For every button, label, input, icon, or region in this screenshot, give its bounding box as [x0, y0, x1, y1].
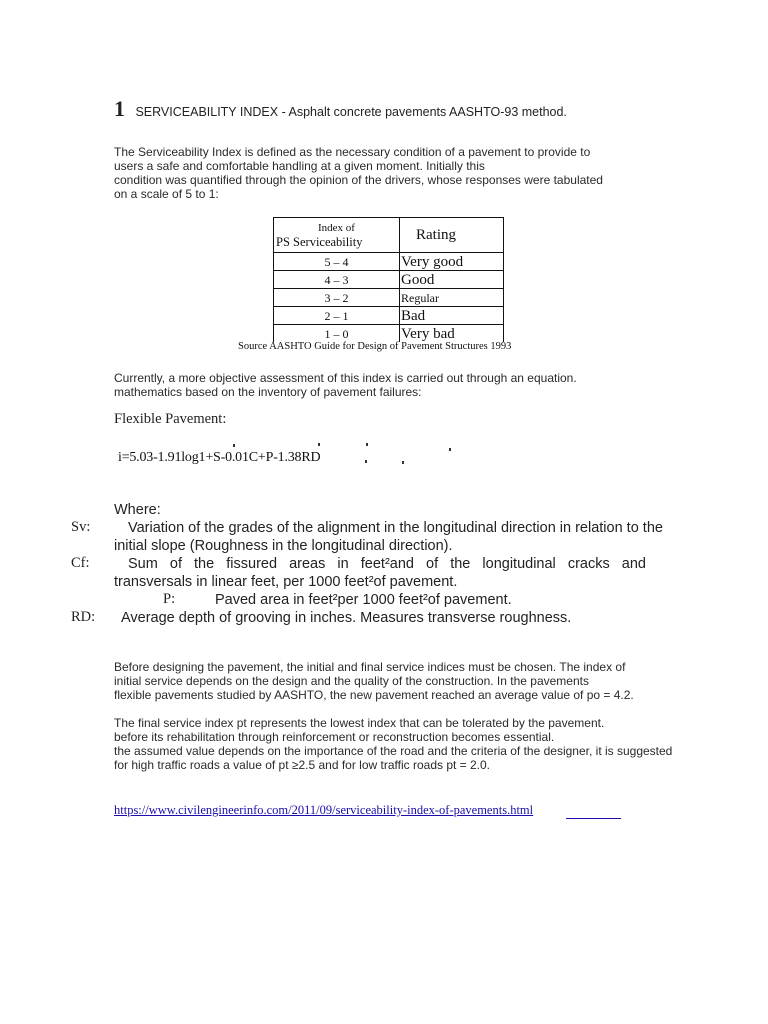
formula-artifact	[318, 443, 320, 446]
definition-rd-text: Average depth of grooving in inches. Measures transverse roughness.	[121, 610, 572, 626]
header-index-line1: Index of	[318, 222, 355, 234]
table-header-row	[274, 218, 503, 253]
table-row	[274, 325, 503, 343]
rating-cell: Very good	[400, 253, 504, 271]
formula-artifact	[449, 448, 451, 451]
definition-symbol-sv: Sv:	[71, 519, 91, 535]
section-heading	[114, 96, 567, 122]
final-index-paragraph	[114, 716, 672, 772]
range-cell: 1 – 0	[274, 325, 400, 343]
formula-artifact	[365, 460, 367, 463]
formula-artifact	[402, 461, 404, 464]
intro-paragraph	[114, 145, 603, 201]
design-line: initial service depends on the design and the quality of the construction. In the pavements	[114, 674, 589, 688]
definition-symbol-rd: RD:	[71, 609, 96, 625]
range-cell: 2 – 1	[274, 307, 400, 325]
header-index-line2: PS Serviceability	[276, 235, 363, 249]
range-cell: 4 – 3	[274, 271, 400, 289]
final-line: before its rehabilitation through reinforcement or reconstruction becomes essential.	[114, 730, 555, 744]
definition-p-text: Paved area in feet²per 1000 feet²of pavement.	[215, 592, 512, 608]
range-cell: 3 – 2	[274, 289, 400, 307]
intro-line: condition was quantified through the opinion of the drivers, whose responses were tabulated	[114, 173, 603, 187]
table-source-caption: Source AASHTO Guide for Design of Pavement Structures 1993	[238, 341, 512, 352]
header-rating-cell: Rating	[400, 218, 504, 253]
rating-cell: Bad	[400, 307, 504, 325]
link-underline	[566, 818, 621, 819]
definition-symbol-p: P:	[163, 591, 176, 607]
definition-sv-line2: initial slope (Roughness in the longitudinal direction).	[114, 538, 453, 554]
source-link[interactable]: https://www.civilengineerinfo.com/2011/09/serviceability-index-of-pavements.html	[114, 803, 534, 817]
assessment-line: mathematics based on the inventory of pavement failures:	[114, 385, 422, 399]
where-label: Where:	[114, 502, 161, 518]
range-cell: 5 – 4	[274, 253, 400, 271]
intro-line: on a scale of 5 to 1:	[114, 187, 219, 201]
psi-formula: i=5.03-1.91log1+S-0.01C+P-1.38RD	[118, 450, 321, 465]
heading-title: SERVICEABILITY INDEX - Asphalt concrete pavements AASHTO-93 method.	[135, 105, 567, 119]
table-row	[274, 253, 503, 271]
flexible-pavement-label: Flexible Pavement:	[114, 411, 227, 427]
header-index-cell	[274, 218, 400, 253]
assessment-paragraph	[114, 371, 577, 399]
rating-cell: Regular	[400, 289, 504, 307]
table-row	[274, 307, 503, 325]
final-line: The final service index pt represents the lowest index that can be tolerated by the pavement.	[114, 716, 605, 730]
intro-line: The Serviceability Index is defined as the necessary condition of a pavement to provide to	[114, 145, 591, 159]
definition-sv-line1: Variation of the grades of the alignment in the longitudinal direction in relation to the	[128, 520, 663, 536]
formula-artifact	[233, 444, 235, 447]
definition-cf-line2: transversals in linear feet, per 1000 feet²of pavement.	[114, 574, 458, 590]
heading-number: 1	[114, 96, 125, 121]
rating-cell: Very bad	[400, 325, 504, 343]
design-paragraph	[114, 660, 634, 702]
table-row	[274, 289, 503, 307]
intro-line: users a safe and comfortable handling at a given moment. Initially this	[114, 159, 485, 173]
final-line: for high traffic roads a value of pt ≥2.5 and for low traffic roads pt = 2.0.	[114, 758, 491, 772]
design-line: Before designing the pavement, the initial and final service indices must be chosen. The index of	[114, 660, 626, 674]
definition-symbol-cf: Cf:	[71, 555, 90, 571]
table-row	[274, 271, 503, 289]
assessment-line: Currently, a more objective assessment of this index is carried out through an equation.	[114, 371, 577, 385]
formula-artifact	[366, 443, 368, 446]
serviceability-rating-table	[273, 217, 504, 342]
definition-cf-line1: Sum of the fissured areas in feet²and of the longitudinal cracks and	[128, 556, 646, 572]
rating-cell: Good	[400, 271, 504, 289]
design-line: flexible pavements studied by AASHTO, the new pavement reached an average value of po = 4.2.	[114, 688, 634, 702]
final-line: the assumed value depends on the importance of the road and the criteria of the designer, it is suggested	[114, 744, 673, 758]
